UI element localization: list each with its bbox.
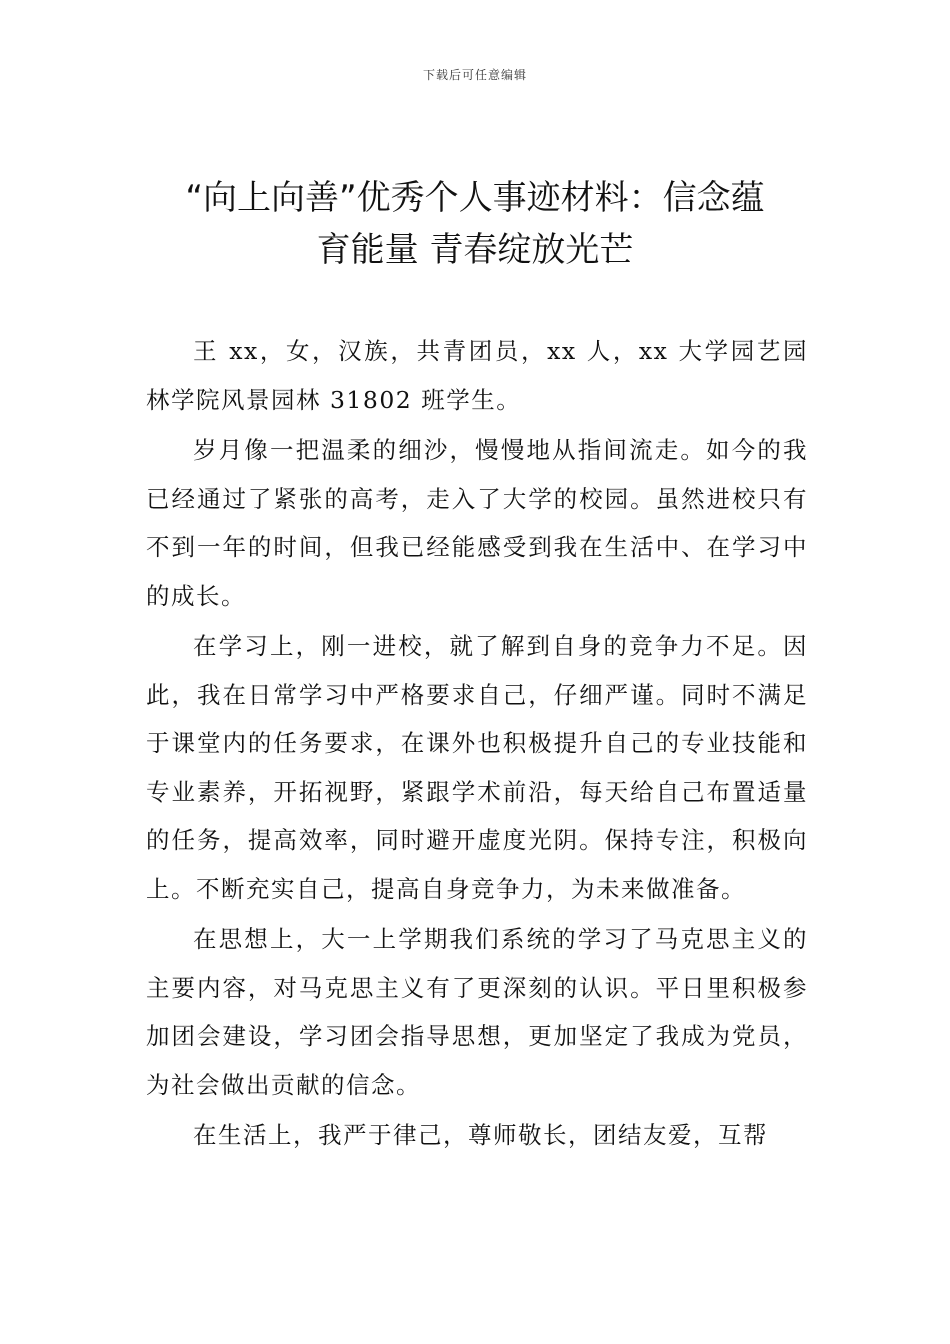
paragraph-growth: 岁月像一把温柔的细沙，慢慢地从指间流走。如今的我已经通过了紧张的高考，走入了大学的校园。虽然进校只有不到一年的时间，但我已经能感受到我在生活中、在学习中的成长。 [146,436,808,610]
document-title [150,172,800,276]
title-line-2: 育能量 青春绽放光芒 [316,230,634,270]
document-body [146,327,808,1162]
paragraph-intro: 王 xx，女，汉族，共青团员，xx 人，xx 大学园艺园林学院风景园林 31802 班学生。 [146,337,808,414]
paragraph-study: 在学习上，刚一进校，就了解到自身的竞争力不足。因此，我在日常学习中严格要求自己，仔细严谨。同时不满足于课堂内的任务要求，在课外也积极提升自己的专业技能和专业素养，开拓视野，紧跟学术前沿，每天给自己布置适量的任务，提高效率，同时避开虚度光阴。保持专注，积极向上。不断充实自己，提高自身竞争力，为未来做准备。 [146,632,808,903]
header-note: 下载后可任意编辑 [422,68,527,82]
paragraph-life: 在生活上，我严于律己，尊师敬长，团结友爱，互帮 [193,1121,768,1149]
title-line-1: “向上向善”优秀个人事迹材料：信念蕴 [185,178,765,218]
paragraph-thought: 在思想上，大一上学期我们系统的学习了马克思主义的主要内容，对马克思主义有了更深刻的认识。平日里积极参加团会建设，学习团会指导思想，更加坚定了我成为党员，为社会做出贡献的信念。 [146,925,808,1099]
